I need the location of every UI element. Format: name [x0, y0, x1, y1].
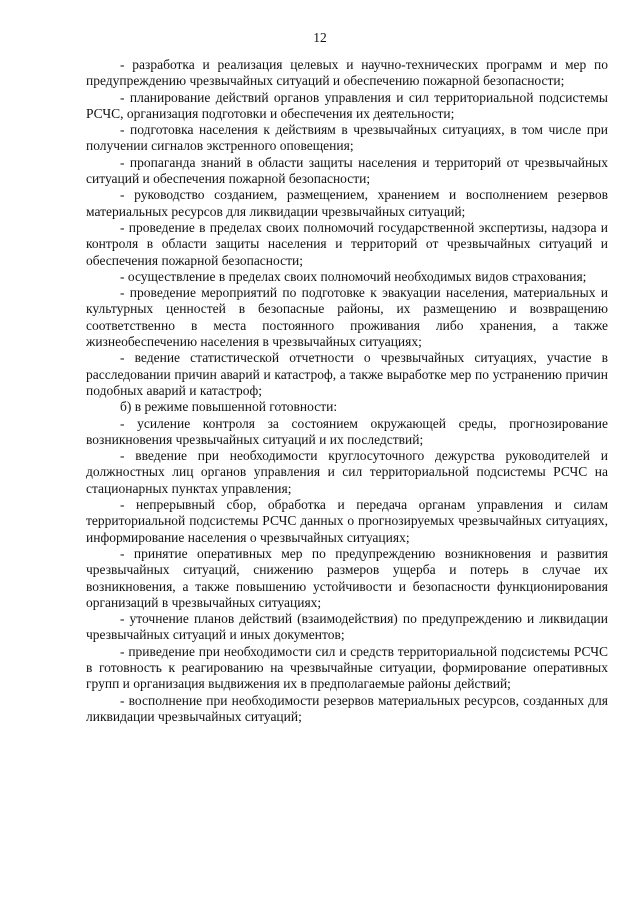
list-item-reserves-replenishment: - восполнение при необходимости резервов материальных ресурсов, созданных для ликвидации чрезвычайных ситуаций;	[86, 692, 608, 724]
list-item-insurance: - осуществление в пределах своих полномочий необходимых видов страхования;	[120, 268, 587, 284]
list-item-round-the-clock-duty: - введение при необходимости круглосуточного дежурства руководителей и должностных лиц органов управления и сил территориальной подсистемы РСЧС на стационарных пунктах управления;	[86, 448, 608, 496]
document-body	[86, 57, 608, 725]
list-item-plan-refinement: - уточнение планов действий (взаимодействия) по предупреждению и ликвидации чрезвычайных ситуаций и иных документов;	[86, 611, 608, 643]
list-item-population-training: - подготовка населения к действиям в чрезвычайных ситуациях, в том числе при получении сигналов экстренного оповещения;	[86, 122, 608, 154]
list-item-knowledge-propaganda: - пропаганда знаний в области защиты населения и территорий от чрезвычайных ситуаций и обеспечения пожарной безопасности;	[86, 154, 608, 187]
section-heading-high-readiness: б) в режиме повышенной готовности:	[120, 399, 338, 415]
list-item-reserves-management: - руководство созданием, размещением, хранением и восполнением резервов материальных ресурсов для ликвидации чрезвычайных ситуаций;	[86, 187, 608, 219]
list-item-action-planning: - планирование действий органов управления и сил территориальной подсистемы РСЧС, организация подготовки и обеспечения их деятельности;	[86, 89, 608, 121]
page-number: 12	[313, 30, 327, 45]
list-item-evacuation-preparation: - проведение мероприятий по подготовке к эвакуации населения, материальных и культурных ценностей в безопасные районы, их размещению и возвращению соответственно в места постоянного проживания либо хранения, а также жизнеобеспечению населения в чрезвычайных ситуациях;	[86, 285, 608, 350]
list-item-environment-monitoring: - усиление контроля за состоянием окружающей среды, прогнозирование возникновения чрезвычайных ситуаций и их последствий;	[86, 415, 608, 447]
list-item-operational-measures: - принятие оперативных мер по предупреждению возникновения и развития чрезвычайных ситуаций, снижению размеров ущерба и потерь в случае их возникновения, а также повышению устойчивости и безопасности функционирования организаций в чрезвычайных ситуациях;	[86, 545, 608, 610]
list-item-statistical-reporting: - ведение статистической отчетности о чрезвычайных ситуациях, участие в расследовании причин аварий и катастроф, а также выработке мер по устранению причин подобных аварий и катастроф;	[86, 350, 608, 398]
list-item-forces-readiness: - приведение при необходимости сил и средств территориальной подсистемы РСЧС в готовность к реагированию на чрезвычайные ситуации, формирование оперативных групп и организация выдвижения их в предполагаемые районы действий;	[86, 643, 608, 692]
list-item-state-expertise: - проведение в пределах своих полномочий государственной экспертизы, надзора и контроля в области защиты населения и территорий от чрезвычайных ситуаций и обеспечения пожарной безопасности;	[86, 219, 608, 268]
list-item-data-collection: - непрерывный сбор, обработка и передача органам управления и силам территориальной подсистемы РСЧС данных о прогнозируемых чрезвычайных ситуациях, информирование населения о чрезвычайных ситуациях;	[86, 497, 608, 545]
list-item-development-programs: - разработка и реализация целевых и научно-технических программ и мер по предупреждению чрезвычайных ситуаций и обеспечению пожарной безопасности;	[86, 57, 608, 89]
